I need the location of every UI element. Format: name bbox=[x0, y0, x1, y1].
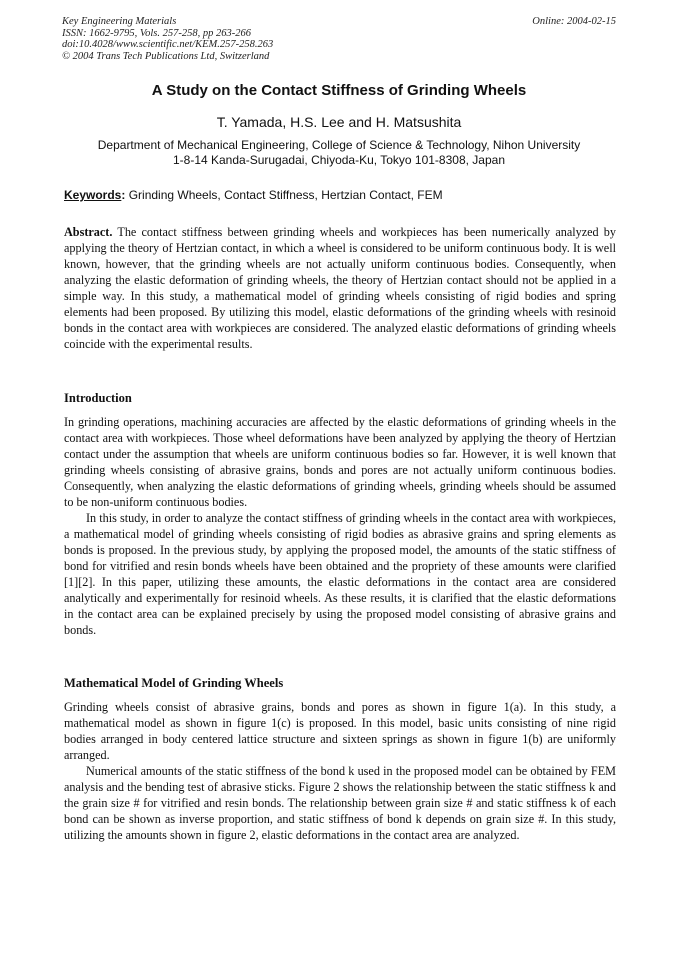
affiliation bbox=[0, 138, 678, 168]
section-heading-model: Mathematical Model of Grinding Wheels bbox=[64, 676, 284, 690]
keywords-label: Keywords bbox=[64, 188, 122, 202]
introduction-paragraph-1: In grinding operations, machining accuracies are affected by the elastic deformations of grinding wheels in the contact area with workpieces. Those wheel deformations have been analyzed by applying the theory of Hertzian contact under the assumption that wheels are uniform continuous bodies so far. However, it is well known that grinding wheels consisting of abrasive grains, bonds and pores are not actually uniform continuous bodies. Consequently, when analyzing the elastic deformations of grinding wheels, grinding wheels should be assumed to be non-uniform continuous bodies. bbox=[64, 415, 616, 509]
model-paragraph-1: Grinding wheels consist of abrasive grains, bonds and pores as shown in figure 1(a). In this study, a mathematical model as shown in figure 1(c) is proposed. In this model, basic units consisting of nine rigid bodies arranged in body centered lattice structure and sixteen springs as shown in figure 1(b) are uniformly arranged. bbox=[64, 700, 616, 762]
affiliation-line-2: 1-8-14 Kanda-Surugadai, Chiyoda-Ku, Tokyo 101-8308, Japan bbox=[172, 153, 505, 167]
introduction-paragraph-2: In this study, in order to analyze the contact stiffness of grinding wheels in the contact area with workpieces, a mathematical model of grinding wheels consisting of rigid bodies as abrasive grains and spring elements as bonds is proposed. In the previous study, by applying the proposed model, the amounts of the static stiffness of bond for vitrified and resin bonds wheels have been obtained and the propriety of these amounts were clarified [1][2]. In this paper, utilizing these amounts, the elastic deformations in the contact area are considered analytically and experimentally for resinoid wheels. As these results, it is clarified that the elastic deformations in the contact area can be explained precisely by using the proposed model consisting of abrasive grains and bonds. bbox=[64, 511, 616, 637]
abstract-text: The contact stiffness between grinding wheels and workpieces has been numerically analyzed by applying the theory of Hertzian contact, in which a wheel is considered to be uniform continuous body. It is well known, however, that the grinding wheels are not actually uniform continuous bodies. Consequently, when analyzing the elastic deformation of grinding wheels, the theory of Hertzian contact should not be applied in a simple way. In this study, a mathematical model of grinding wheels consisting of rigid bodies and spring elements had been proposed. By utilizing this model, elastic deformations of the grinding wheels with resinoid bonds in the contact area with workpieces are considered. The analyzed elastic deformations of grinding wheels coincide with the experimental results. bbox=[64, 225, 616, 351]
introduction-body bbox=[64, 414, 616, 638]
journal-issn: ISSN: 1662-9795, Vols. 257-258, pp 263-266 bbox=[62, 27, 251, 39]
model-paragraph-2: Numerical amounts of the static stiffness of the bond k used in the proposed model can be obtained by FEM analysis and the bending test of abrasive sticks. Figure 2 shows the relationship between the static stiffness k and the grain size # for vitrified and resin bonds. The relationship between grain size # and static stiffness k of each bond can be shown as inverse proportion, and static stiffness of bond k depends on grain size #. In this study, utilizing the amounts shown in figure 2, elastic deformations in the contact area are analyzed. bbox=[64, 764, 616, 842]
affiliation-line-1: Department of Mechanical Engineering, College of Science & Technology, Nihon University bbox=[97, 138, 581, 152]
online-date: Online: 2004-02-15 bbox=[532, 16, 616, 27]
abstract-label: Abstract. bbox=[64, 225, 113, 239]
paper-title: A Study on the Contact Stiffness of Grinding Wheels bbox=[151, 82, 527, 99]
model-body bbox=[64, 699, 616, 843]
journal-header bbox=[62, 16, 616, 62]
abstract bbox=[64, 224, 616, 352]
paper-authors: T. Yamada, H.S. Lee and H. Matsushita bbox=[216, 114, 462, 130]
journal-doi[interactable]: doi:10.4028/www.scientific.net/KEM.257-258.263 bbox=[62, 39, 274, 50]
keywords-text: Grinding Wheels, Contact Stiffness, Hertzian Contact, FEM bbox=[125, 188, 443, 202]
section-heading-introduction: Introduction bbox=[64, 391, 132, 405]
journal-copyright: © 2004 Trans Tech Publications Ltd, Switzerland bbox=[62, 50, 270, 62]
journal-name: Key Engineering Materials bbox=[62, 16, 177, 27]
keywords-colon: : bbox=[121, 188, 126, 202]
keywords bbox=[64, 188, 616, 202]
